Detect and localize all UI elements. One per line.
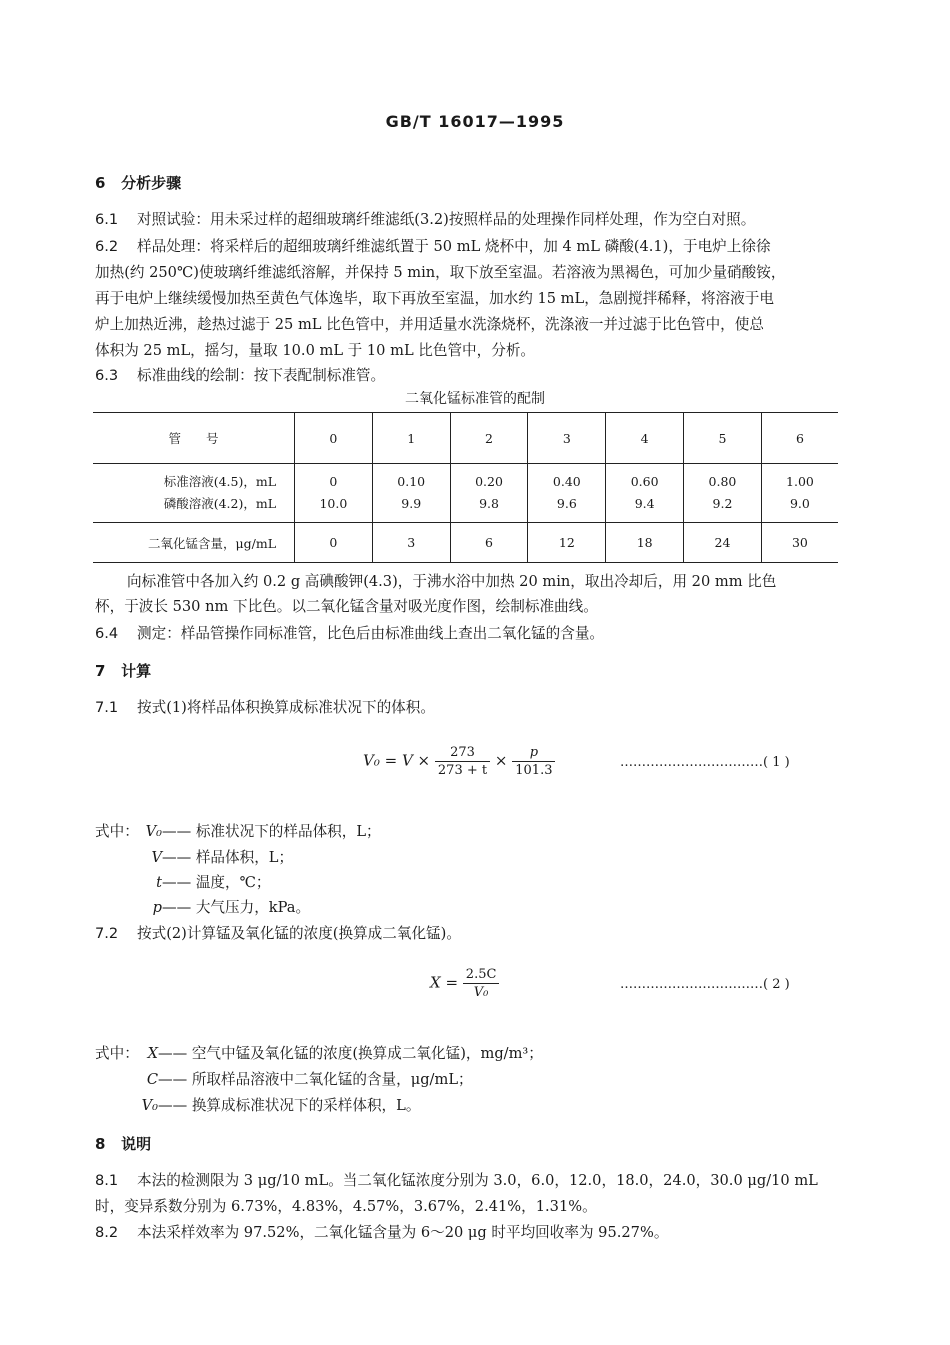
table-cell xyxy=(372,464,450,523)
definition: —— 温度，℃； xyxy=(162,874,271,891)
clause-number: 7.2 xyxy=(95,925,119,942)
clause-number: 8.1 xyxy=(95,1172,119,1189)
clause-text: 对照试验：用未采过样的超细玻璃纤维滤纸(3.2)按照样品的处理操作同样处理，作为空白对照。 xyxy=(137,211,756,228)
table-cell xyxy=(684,464,762,523)
table-row-solutions xyxy=(93,464,838,523)
std-value: 1.00 xyxy=(786,474,814,489)
table-cell: 5 xyxy=(684,413,762,464)
fraction xyxy=(512,745,555,778)
clause-text: 样品处理：将采样后的超细玻璃纤维滤纸置于 50 mL 烧杯中，加 4 mL 磷酸(4.1)，于电炉上徐徐 xyxy=(137,238,771,255)
clause-number: 6.1 xyxy=(95,211,119,228)
definition: —— 大气压力，kPa。 xyxy=(162,899,311,916)
acid-value: 9.6 xyxy=(556,496,577,511)
leader-dots: …………………………… xyxy=(620,755,763,770)
variable: V xyxy=(151,849,162,866)
table-row-label xyxy=(93,464,295,523)
clause-text: 本法的检测限为 3 μg/10 mL。当二氧化锰浓度分别为 3.0，6.0，12.0，18.0，24.0，30.0 μg/10 mL xyxy=(137,1172,818,1189)
clause-6-2-line5: 体积为 25 mL，摇匀，量取 10.0 mL 于 10 mL 比色管中，分析。 xyxy=(95,342,536,359)
table-cell: 3 xyxy=(372,523,450,563)
acid-value: 9.4 xyxy=(634,496,655,511)
variable: X xyxy=(147,1045,158,1062)
clause-7-1 xyxy=(95,696,435,717)
clause-text: 测定：样品管操作同标准管，比色后由标准曲线上查出二氧化锰的含量。 xyxy=(137,625,605,642)
where-2-item xyxy=(140,1042,543,1063)
clause-text: 标准曲线的绘制：按下表配制标准管。 xyxy=(137,367,386,384)
std-value: 0.60 xyxy=(630,474,659,489)
table-cell xyxy=(761,464,838,523)
fraction xyxy=(463,967,500,1000)
table-cell: 4 xyxy=(606,413,684,464)
table-cell: 0 xyxy=(295,523,373,563)
fraction xyxy=(435,745,490,778)
numerator: p xyxy=(512,745,555,762)
table-cell: 30 xyxy=(761,523,838,563)
table-cell: 18 xyxy=(606,523,684,563)
equation-1 xyxy=(363,745,555,778)
table-caption: 二氧化锰标准管的配制 xyxy=(405,391,545,407)
acid-value: 9.0 xyxy=(789,496,810,511)
clause-8-1-line2: 时，变异系数分别为 6.73%，4.83%，4.57%，3.67%，2.41%，1.31%。 xyxy=(95,1198,597,1215)
after-table-line1: 向标准管中各加入约 0.2 g 高碘酸钾(4.3)，于沸水浴中加热 20 min，取出冷却后，用 20 mm 比色 xyxy=(127,573,777,590)
standard-tube-table xyxy=(93,412,838,563)
clause-number: 6.3 xyxy=(95,367,119,384)
clause-number: 6.4 xyxy=(95,625,119,642)
where-2-item xyxy=(140,1094,420,1115)
where-1-item xyxy=(140,896,310,917)
std-value: 0.40 xyxy=(552,474,581,489)
clause-6-4 xyxy=(95,622,604,643)
section-number: 6 xyxy=(95,174,106,192)
acid-value: 9.2 xyxy=(712,496,733,511)
equation-1-leader xyxy=(620,755,790,770)
where-2-prefix: 式中： xyxy=(95,1045,139,1062)
table-cell: 6 xyxy=(450,523,528,563)
table-cell: 24 xyxy=(684,523,762,563)
table-cell xyxy=(450,464,528,523)
section-6-heading xyxy=(95,172,181,193)
section-number: 8 xyxy=(95,1135,106,1153)
clause-6-3 xyxy=(95,364,385,385)
table-cell xyxy=(528,464,606,523)
table-cell xyxy=(606,464,684,523)
clause-6-2-line2: 加热(约 250℃)使玻璃纤维滤纸溶解，并保持 5 min，取下放至室温。若溶液为黑褐色，可加少量硝酸铵， xyxy=(95,264,786,281)
clause-6-2-line1 xyxy=(95,235,771,256)
equation-2 xyxy=(430,967,499,1000)
clause-number: 7.1 xyxy=(95,699,119,716)
table-cell: 3 xyxy=(528,413,606,464)
denominator: V₀ xyxy=(473,985,489,1000)
clause-number: 6.2 xyxy=(95,238,119,255)
equation-number: ( 1 ) xyxy=(763,755,790,770)
eq-lhs: V₀ = V × xyxy=(363,751,431,770)
leader-dots: …………………………… xyxy=(620,977,763,992)
table-row-tube-number xyxy=(93,413,838,464)
clause-8-1-line1 xyxy=(95,1169,818,1190)
section-number: 7 xyxy=(95,662,106,680)
eq-lhs: X = xyxy=(430,973,459,992)
section-title: 说明 xyxy=(121,1135,152,1153)
clause-7-2 xyxy=(95,922,461,943)
clause-6-2-line4: 炉上加热近沸，趁热过滤于 25 mL 比色管中，并用适量水洗涤烧杯，洗涤液一并过滤于比色管中，使总 xyxy=(95,316,764,333)
denominator: 273 + t xyxy=(437,763,488,778)
std-value: 0 xyxy=(329,474,338,489)
clause-8-2 xyxy=(95,1221,668,1242)
table-cell: 12 xyxy=(528,523,606,563)
standard-header: GB/T 16017—1995 xyxy=(385,112,565,131)
equation-2-leader xyxy=(620,977,790,992)
clause-text: 按式(2)计算锰及氧化锰的浓度(换算成二氧化锰)。 xyxy=(137,925,461,942)
numerator: 2.5C xyxy=(463,967,500,984)
times-sign: × xyxy=(494,751,508,770)
table-row-label: 二氧化锰含量，μg/mL xyxy=(93,523,295,563)
table-row-mno2-content xyxy=(93,523,838,563)
section-title: 分析步骤 xyxy=(121,174,182,192)
numerator: 273 xyxy=(435,745,490,762)
clause-text: 按式(1)将样品体积换算成标准状况下的体积。 xyxy=(137,699,435,716)
clause-6-1 xyxy=(95,208,755,229)
table-cell: 1 xyxy=(372,413,450,464)
equation-number: ( 2 ) xyxy=(763,977,790,992)
clause-number: 8.2 xyxy=(95,1224,119,1241)
acid-value: 10.0 xyxy=(319,496,348,511)
where-1-item xyxy=(140,871,271,892)
where-1-prefix: 式中： xyxy=(95,823,139,840)
where-1-item xyxy=(140,820,381,841)
variable: V₀ xyxy=(145,823,162,840)
definition: —— 标准状况下的样品体积，L； xyxy=(162,823,381,840)
section-7-heading xyxy=(95,660,151,681)
variable: V₀ xyxy=(141,1097,158,1114)
denominator: 101.3 xyxy=(515,763,553,778)
definition: —— 换算成标准状况下的采样体积，L。 xyxy=(158,1097,421,1114)
table-cell: 6 xyxy=(761,413,838,464)
table-cell xyxy=(295,464,373,523)
where-2-item xyxy=(140,1068,473,1089)
definition: —— 所取样品溶液中二氧化锰的含量，μg/mL； xyxy=(158,1071,473,1088)
table-cell: 2 xyxy=(450,413,528,464)
definition: —— 样品体积，L； xyxy=(162,849,294,866)
clause-6-2-line3: 再于电炉上继续缓慢加热至黄色气体逸毕，取下再放至室温，加水约 15 mL，急剧搅拌稀释，将溶液于电 xyxy=(95,290,774,307)
acid-solution-label: 磷酸溶液(4.2)，mL xyxy=(163,496,276,511)
std-value: 0.80 xyxy=(708,474,737,489)
acid-value: 9.8 xyxy=(479,496,499,511)
clause-text: 本法采样效率为 97.52%，二氧化锰含量为 6～20 μg 时平均回收率为 95.27%。 xyxy=(137,1224,669,1241)
where-1-item xyxy=(140,846,293,867)
std-solution-label: 标准溶液(4.5)，mL xyxy=(163,474,276,489)
definition: —— 空气中锰及氧化锰的浓度(换算成二氧化锰)，mg/m³； xyxy=(158,1045,543,1062)
variable: C xyxy=(146,1071,158,1088)
std-value: 0.10 xyxy=(397,474,426,489)
table-cell: 0 xyxy=(295,413,373,464)
variable: t xyxy=(156,874,162,891)
std-value: 0.20 xyxy=(475,474,503,489)
acid-value: 9.9 xyxy=(401,496,422,511)
table-row-label: 管 号 xyxy=(93,413,295,464)
after-table-line2: 杯，于波长 530 nm 下比色。以二氧化锰含量对吸光度作图，绘制标准曲线。 xyxy=(95,598,598,615)
variable: p xyxy=(152,899,162,916)
section-8-heading xyxy=(95,1133,151,1154)
section-title: 计算 xyxy=(121,662,152,680)
